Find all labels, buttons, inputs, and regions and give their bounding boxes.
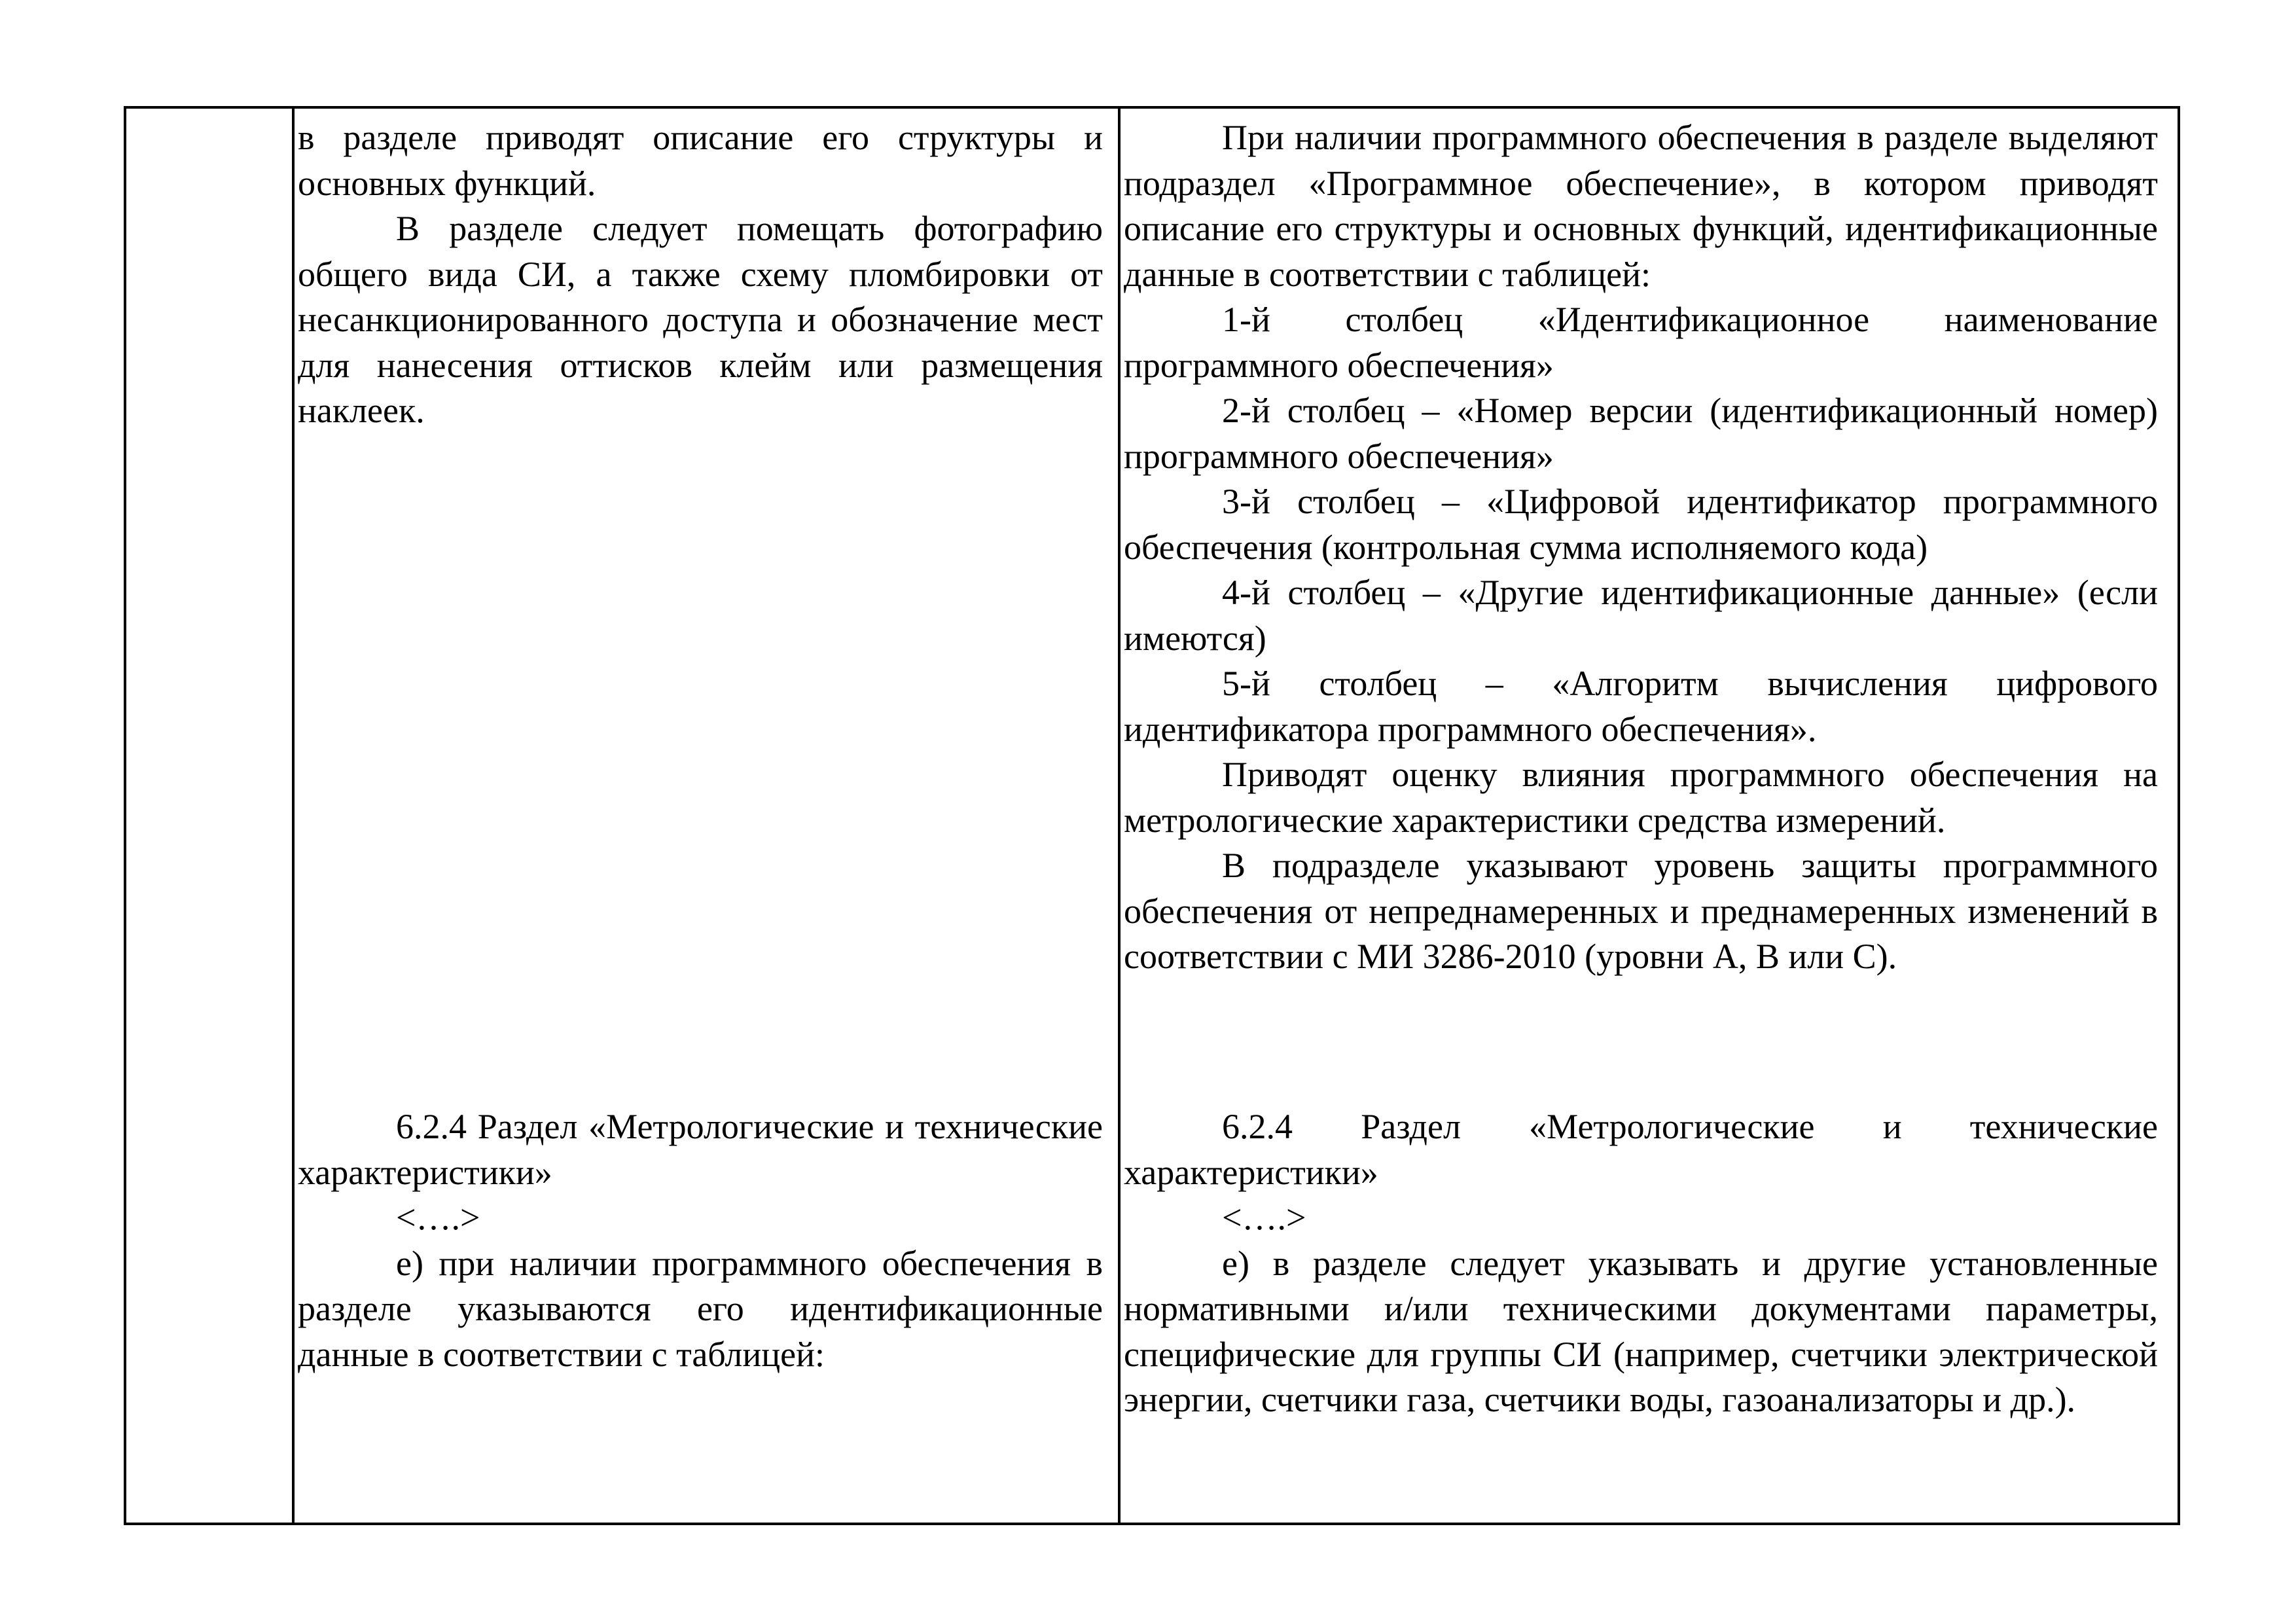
comparison-table — [124, 106, 2180, 1525]
old-section-heading: 6.2.4 Раздел «Метрологические и технические характеристики» — [298, 1107, 1103, 1192]
old-paragraph-1: в разделе приводят описание его структуры и основных функций. — [298, 118, 1103, 203]
old-text-cell-upper — [298, 115, 1103, 434]
new-text-cell-upper — [1124, 115, 2158, 980]
new-paragraph-5: 4-й столбец – «Другие идентификационные данные» (если имеются) — [1124, 573, 2158, 658]
old-paragraph-2: В разделе следует помещать фотографию общего вида СИ, а также схему пломбировки от несанкционированного доступа и обозначение мест для нанесения оттисков клейм или размещения наклеек. — [298, 209, 1103, 430]
new-paragraph-3: 2-й столбец – «Номер версии (идентификационный номер) программного обеспечения» — [1124, 391, 2158, 476]
new-paragraph-7: Приводят оценку влияния программного обеспечения на метрологические характеристики средства измерений. — [1124, 755, 2158, 840]
new-paragraph-1: При наличии программного обеспечения в разделе выделяют подраздел «Программное обеспечение», в котором приводят описание его структуры и основных функций, идентификационные данные в соответствии с таблицей: — [1124, 118, 2158, 294]
column-divider-2 — [1118, 109, 1121, 1523]
old-ellipsis: <….> — [396, 1198, 480, 1237]
new-text-cell-lower — [1124, 1104, 2158, 1423]
new-paragraph-4: 3-й столбец – «Цифровой идентификатор программного обеспечения (контрольная сумма исполняемого кода) — [1124, 482, 2158, 567]
new-section-heading: 6.2.4 Раздел «Метрологические и технические характеристики» — [1124, 1107, 2158, 1192]
new-paragraph-6: 5-й столбец – «Алгоритм вычисления цифрового идентификатора программного обеспечения». — [1124, 664, 2158, 749]
new-item-e: е) в разделе следует указывать и другие установленные нормативными и/или техническими документами параметры, специфические для группы СИ (например, счетчики электрической энергии, счетчики газа, счетчики воды, газоанализаторы и др.). — [1124, 1243, 2158, 1419]
new-ellipsis: <….> — [1222, 1198, 1306, 1237]
old-item-e: е) при наличии программного обеспечения в разделе указываются его идентификационные данные в соответствии с таблицей: — [298, 1243, 1103, 1374]
old-text-cell-lower — [298, 1104, 1103, 1377]
new-paragraph-2: 1-й столбец «Идентификационное наименование программного обеспечения» — [1124, 300, 2158, 385]
column-divider-1 — [292, 109, 295, 1523]
new-paragraph-8: В подразделе указывают уровень защиты программного обеспечения от непреднамеренных и преднамеренных изменений в соответствии с МИ 3286-2010 (уровни А, В или С). — [1124, 846, 2158, 976]
